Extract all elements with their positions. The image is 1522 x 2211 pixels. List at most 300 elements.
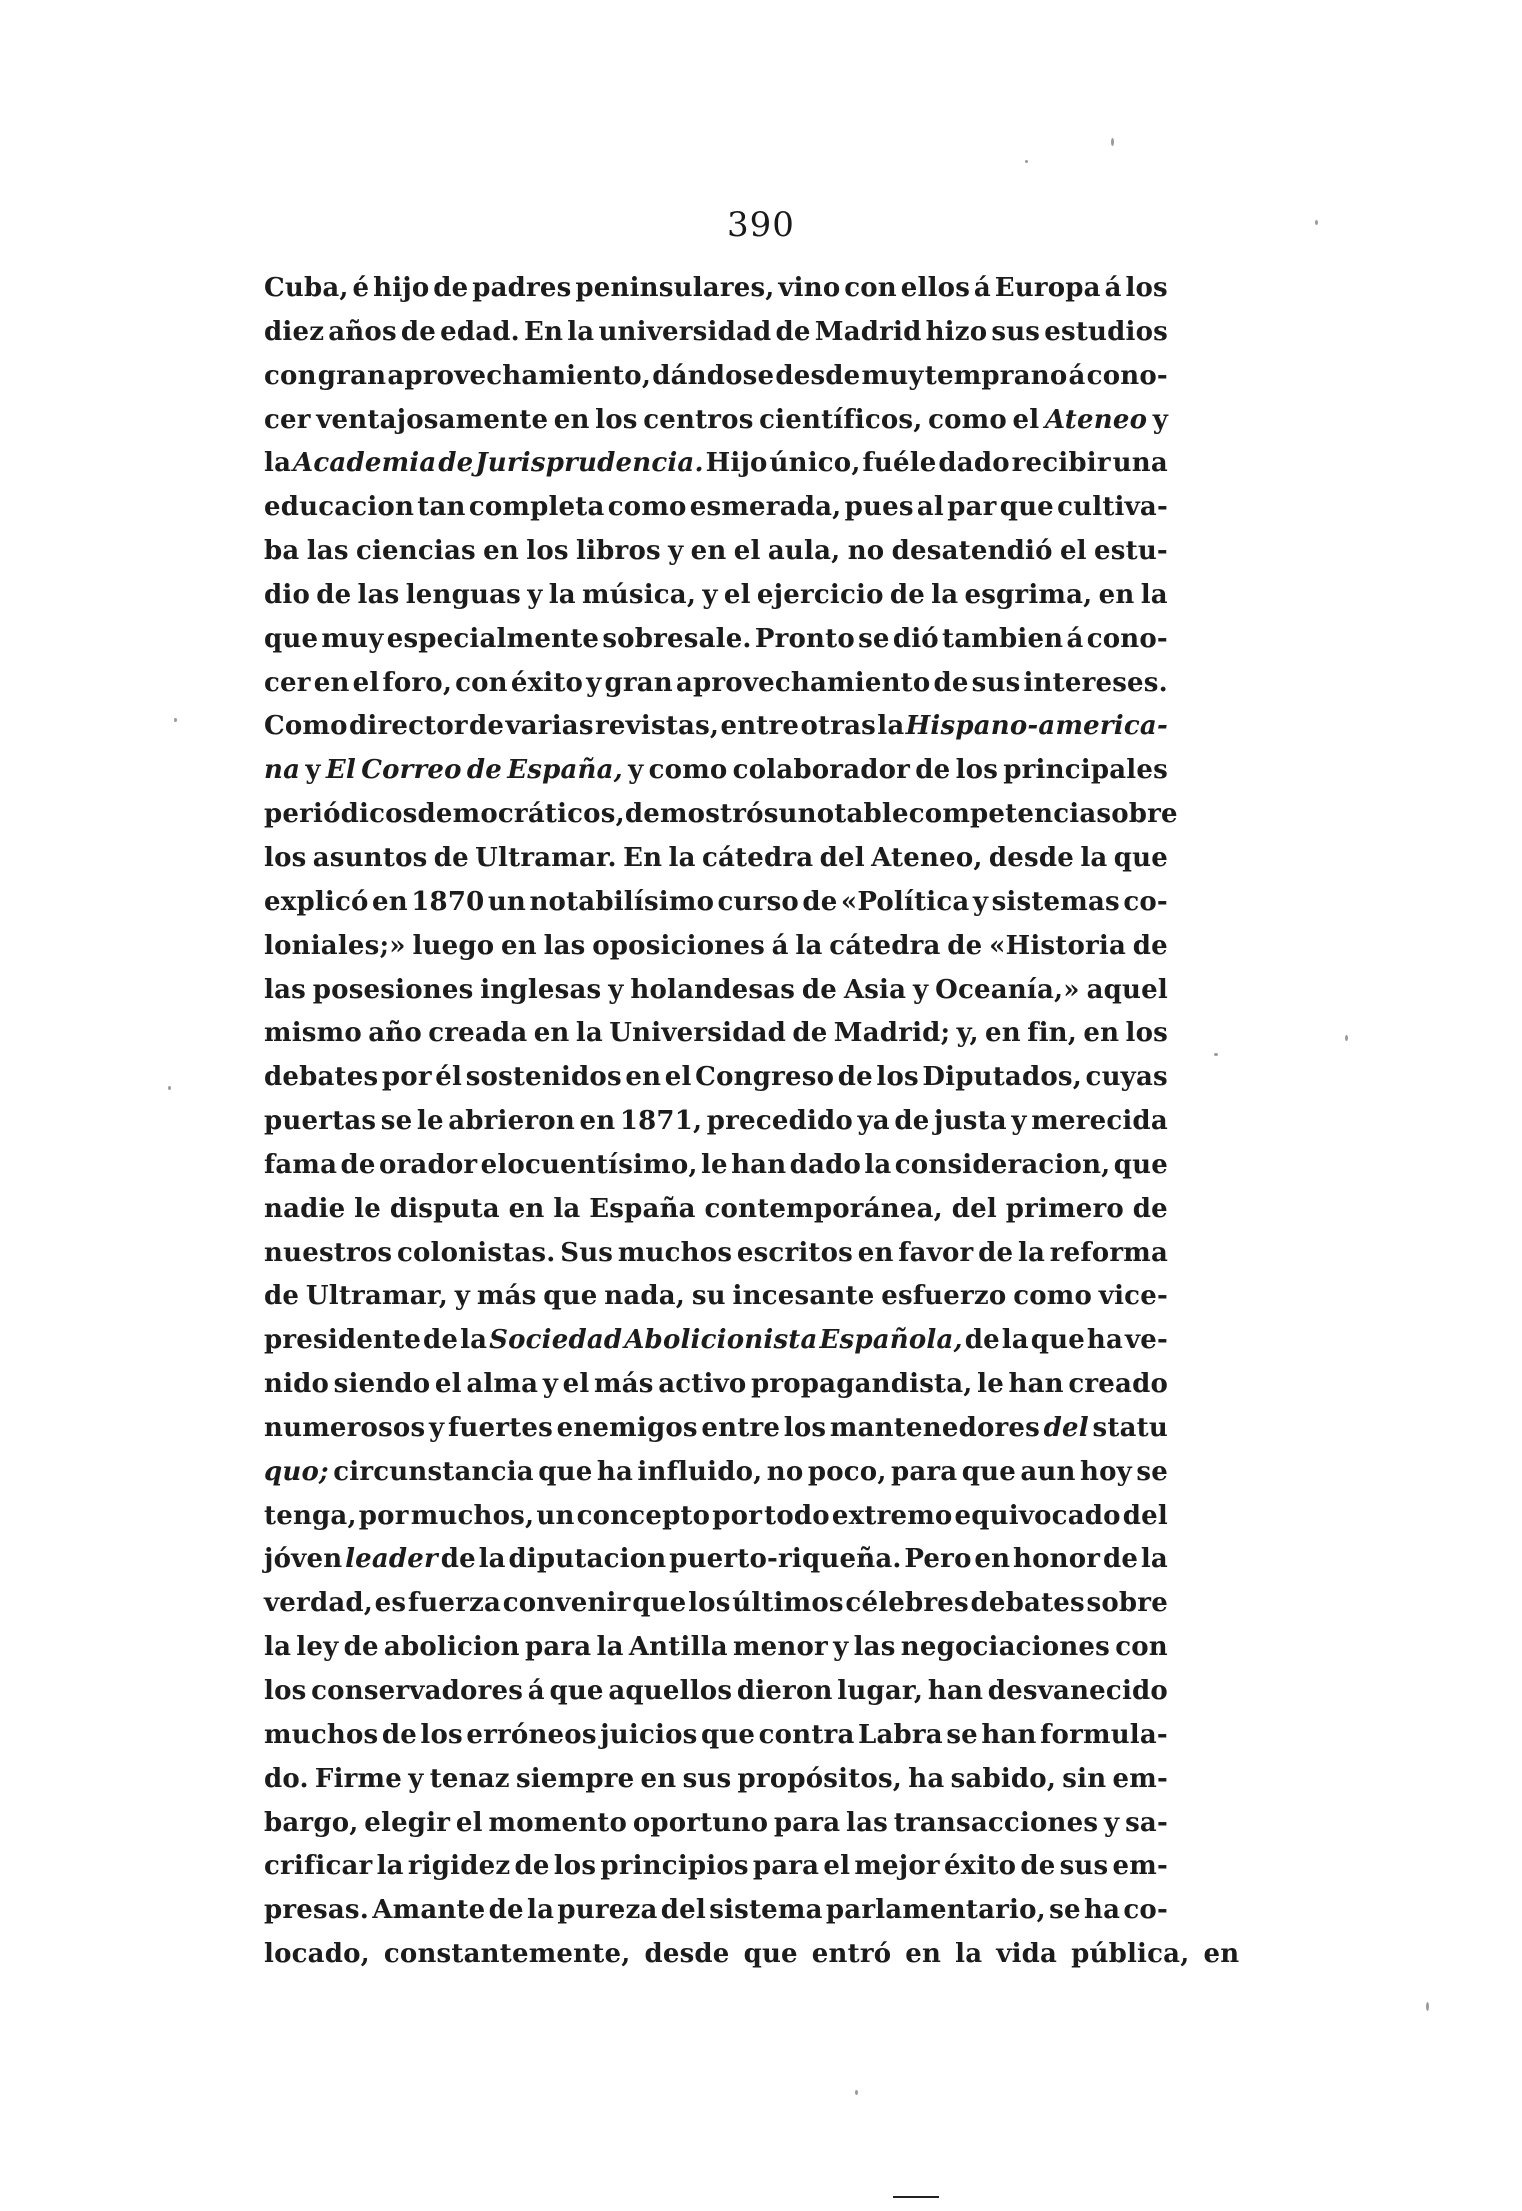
word: la: [955, 1939, 983, 1970]
text-line: [264, 1889, 1168, 1933]
word: muchos,: [410, 1500, 535, 1531]
body-text: [264, 267, 1240, 1977]
word: contemporánea,: [704, 1193, 943, 1224]
word: y: [586, 667, 602, 698]
word: los: [264, 842, 307, 873]
word: del: [819, 842, 865, 873]
word: diputacion: [508, 1544, 667, 1575]
word: á: [771, 930, 789, 961]
word: tambien: [942, 623, 1064, 654]
word: sus: [682, 1763, 732, 1794]
word: en: [1203, 1939, 1240, 1970]
word: varias: [505, 711, 594, 742]
word: aprovechamiento: [675, 667, 931, 698]
word: convenir: [502, 1588, 631, 1619]
word: que: [632, 1588, 687, 1619]
word: se: [858, 623, 890, 654]
word: de: [792, 1018, 828, 1049]
text-line: [264, 1758, 1168, 1802]
text-line: [264, 1714, 1168, 1758]
text-line: [264, 486, 1168, 530]
word: se: [1049, 1895, 1081, 1926]
word: dado: [938, 448, 1010, 479]
word: y: [429, 1412, 445, 1443]
word: puertas: [264, 1106, 377, 1137]
text-line: [264, 618, 1168, 662]
word: la: [527, 1895, 555, 1926]
word: «Política: [840, 886, 970, 917]
word: sistemas: [991, 886, 1120, 917]
word: de: [433, 273, 469, 303]
word: la: [864, 1149, 892, 1180]
word: recibir: [1011, 448, 1111, 479]
word: para: [752, 1851, 820, 1882]
word: han: [731, 1149, 787, 1180]
word: abrieron: [448, 1106, 575, 1137]
word: inglesas: [480, 974, 602, 1005]
word: en: [690, 536, 727, 567]
text-line: [264, 1275, 1168, 1319]
word: fama: [264, 1149, 338, 1180]
word: crificar: [264, 1851, 373, 1882]
word: que: [549, 1676, 604, 1706]
word: estu-: [1094, 536, 1168, 567]
word: reforma: [1049, 1237, 1168, 1268]
word: co-: [1123, 1895, 1168, 1926]
word: desde: [644, 1939, 730, 1970]
word: los: [595, 404, 638, 435]
word: como: [928, 404, 1007, 435]
word: de: [1102, 1544, 1139, 1575]
word: consideracion,: [894, 1149, 1111, 1180]
word: incesante: [732, 1281, 875, 1312]
word: su: [763, 799, 798, 830]
word: del: [951, 1193, 997, 1224]
word: la: [1080, 842, 1108, 873]
word: á: [1066, 623, 1084, 654]
word: como: [1013, 1281, 1093, 1312]
text-line: [264, 1495, 1168, 1539]
word: em-: [1112, 1763, 1168, 1794]
word: democráticos,: [417, 799, 625, 830]
word: como: [648, 755, 728, 786]
word: presidente: [264, 1325, 422, 1356]
word: es: [374, 1588, 407, 1619]
word: la: [795, 930, 823, 961]
word: En: [524, 316, 564, 347]
word: extremo: [831, 1500, 953, 1531]
word: 1871,: [619, 1106, 703, 1137]
word: circunstancia: [333, 1456, 534, 1487]
word: en: [483, 536, 520, 567]
word: para: [773, 1807, 841, 1838]
word: intereses.: [1023, 667, 1168, 698]
word: demostró: [624, 799, 764, 830]
word: la: [1140, 1544, 1168, 1575]
word: colonistas.: [396, 1237, 556, 1268]
word: entró: [811, 1939, 892, 1970]
text-line: [264, 574, 1168, 618]
word: Abolicionista: [624, 1325, 818, 1356]
word: creada: [428, 1018, 528, 1049]
word: precedido: [706, 1106, 853, 1137]
word: mismo: [264, 1018, 362, 1049]
text-line: [264, 267, 1168, 311]
scan-speck: [168, 1086, 171, 1090]
word: por: [381, 1062, 432, 1093]
word: España,: [507, 755, 623, 786]
word: para: [890, 1456, 958, 1487]
word: le: [700, 1149, 728, 1180]
word: científicos,: [759, 404, 923, 435]
page-number: 390: [727, 205, 795, 245]
word: fuertes: [447, 1412, 553, 1443]
word: sus: [971, 667, 1021, 698]
text-line: [264, 969, 1168, 1013]
word: en: [579, 1106, 616, 1137]
word: é: [352, 273, 370, 303]
word: en: [501, 930, 537, 961]
word: merecida: [1031, 1106, 1168, 1137]
word: le: [354, 1193, 381, 1224]
word: los: [1125, 273, 1168, 303]
word: concepto: [576, 1500, 711, 1531]
text-line: [264, 1582, 1168, 1626]
word: la: [548, 579, 576, 610]
word: favor: [898, 1237, 974, 1268]
word: sus: [991, 316, 1041, 347]
word: de: [1132, 930, 1168, 961]
word: explicó: [264, 886, 369, 917]
word: aquel: [1086, 974, 1168, 1005]
word: las: [264, 974, 306, 1005]
word: y: [628, 755, 644, 786]
word: los: [1125, 1018, 1168, 1049]
word: para: [524, 1632, 592, 1663]
word: á: [1104, 273, 1122, 303]
word: Ateneo: [1044, 404, 1148, 435]
word: de: [915, 755, 951, 786]
word: siempre: [515, 1763, 635, 1794]
word: que: [743, 1939, 798, 1970]
word: en: [857, 1237, 894, 1268]
text-line: [264, 1319, 1168, 1363]
word: menor: [732, 1632, 828, 1663]
word: oposiciones: [592, 930, 765, 961]
word: esgrima,: [964, 579, 1093, 610]
word: Como: [264, 711, 348, 742]
word: de: [947, 930, 983, 961]
word: su: [691, 1281, 726, 1312]
word: fuéle: [862, 448, 937, 479]
word: la: [1001, 1325, 1029, 1356]
word: los: [420, 1719, 463, 1750]
word: loniales;»: [264, 930, 406, 961]
word: que: [961, 1456, 1016, 1487]
word: dio: [264, 579, 310, 610]
word: mantenedores: [829, 1412, 1040, 1443]
word: no: [847, 536, 885, 567]
word: tenaz: [429, 1763, 510, 1794]
word: sobre: [1096, 799, 1178, 830]
word: año: [368, 1018, 422, 1049]
word: en: [533, 1018, 570, 1049]
word: al: [916, 492, 944, 523]
word: la: [668, 842, 696, 873]
word: dió: [892, 623, 939, 654]
word: y,: [956, 1018, 979, 1049]
word: gran: [317, 360, 387, 391]
word: En: [623, 842, 663, 873]
word: entre: [701, 1412, 781, 1443]
word: cono-: [1086, 360, 1168, 391]
word: dado: [789, 1149, 862, 1180]
word: dándose: [652, 360, 775, 391]
word: escritos: [736, 1237, 854, 1268]
word: negociaciones: [900, 1632, 1111, 1663]
word: de: [801, 974, 838, 1005]
word: tenga,: [264, 1500, 357, 1531]
word: Española,: [819, 1325, 963, 1356]
text-line: [264, 793, 1178, 837]
scan-speck: [1111, 138, 1114, 146]
word: ciencias: [355, 536, 476, 567]
word: de: [964, 1325, 1000, 1356]
word: Ultramar,: [305, 1281, 449, 1312]
word: sostenidos: [465, 1062, 622, 1093]
word: del: [1043, 1412, 1089, 1443]
text-line: [264, 355, 1168, 399]
word: jóven: [264, 1544, 343, 1575]
word: peninsulares,: [575, 273, 775, 303]
word: mejor: [854, 1851, 940, 1882]
word: ha: [1086, 1325, 1124, 1356]
word: y: [1152, 404, 1168, 435]
word: puerto-riqueña.: [669, 1544, 902, 1575]
word: el: [664, 1062, 692, 1093]
word: de: [837, 1062, 873, 1093]
word: la: [553, 1193, 581, 1224]
text-line: [264, 1451, 1168, 1495]
word: de: [1132, 1193, 1168, 1224]
word: de: [316, 579, 352, 610]
word: completa: [468, 492, 605, 523]
scan-speck: [1025, 160, 1028, 163]
word: los: [955, 755, 999, 786]
word: como: [607, 492, 687, 523]
word: las: [853, 1632, 896, 1663]
word: gran: [604, 667, 673, 698]
word: y: [702, 579, 718, 610]
word: orador: [378, 1149, 478, 1180]
word: estudios: [1044, 316, 1168, 347]
word: juicios: [600, 1719, 698, 1750]
word: influido,: [637, 1456, 763, 1487]
text-line: [264, 1626, 1168, 1670]
word: cono-: [1086, 623, 1168, 654]
word: Labra: [857, 1719, 943, 1750]
text-line: [264, 925, 1168, 969]
word: aula,: [767, 536, 841, 567]
word: la: [478, 1544, 506, 1575]
word: contra: [758, 1719, 855, 1750]
word: lugar,: [837, 1676, 924, 1706]
word: en: [625, 1062, 662, 1093]
word: universidad: [598, 316, 772, 347]
word: Academia: [293, 448, 437, 479]
word: aquellos: [608, 1676, 733, 1706]
word: de: [933, 667, 969, 698]
word: de: [894, 1106, 930, 1137]
word: posesiones: [312, 974, 474, 1005]
word: primero: [1005, 1193, 1124, 1224]
word: que: [700, 1719, 756, 1750]
word: entre: [720, 711, 800, 742]
word: creado: [1068, 1369, 1168, 1400]
word: único,: [769, 448, 861, 479]
word: las: [306, 536, 349, 567]
word: leader: [345, 1544, 438, 1575]
word: con: [1115, 1632, 1168, 1663]
word: la: [567, 316, 595, 347]
word: vice-: [1098, 1281, 1168, 1312]
word: conservadores: [311, 1676, 524, 1706]
word: enemigos: [556, 1412, 698, 1443]
word: han: [981, 1719, 1037, 1750]
word: las: [846, 1807, 888, 1838]
word: erróneos: [466, 1719, 597, 1750]
word: Sus: [560, 1237, 614, 1268]
word: verdad,: [264, 1588, 374, 1619]
word: vino: [778, 273, 841, 303]
word: todo: [764, 1500, 830, 1531]
word: sin: [1062, 1763, 1107, 1794]
word: últimos: [732, 1588, 844, 1619]
word: activo: [658, 1369, 747, 1400]
word: colaborador: [732, 755, 911, 786]
word: en: [640, 1763, 677, 1794]
word: el: [434, 1369, 462, 1400]
word: sus: [1059, 1851, 1109, 1882]
word: cátedra: [829, 930, 941, 961]
word: por: [358, 1500, 409, 1531]
word: se: [1136, 1456, 1168, 1487]
word: fin,: [1027, 1018, 1078, 1049]
word: los: [553, 1851, 597, 1882]
word: sa-: [1125, 1807, 1168, 1838]
word: y: [305, 755, 321, 786]
word: temprano: [924, 360, 1068, 391]
word: éxito: [943, 1851, 1017, 1882]
word: de: [433, 842, 469, 873]
text-line: [264, 881, 1168, 925]
word: una: [1112, 448, 1168, 479]
word: cultiva-: [1057, 492, 1168, 523]
word: Jurisprudencia.: [475, 448, 704, 479]
word: locado,: [264, 1939, 370, 1970]
word: las: [357, 579, 400, 610]
word: El: [325, 755, 356, 786]
word: en: [974, 1544, 1011, 1575]
word: éxito: [510, 667, 584, 698]
word: los: [526, 536, 569, 567]
word: la: [376, 1851, 404, 1882]
word: elegir: [364, 1807, 451, 1838]
word: y: [527, 579, 543, 610]
word: em-: [1112, 1851, 1168, 1882]
word: y: [913, 974, 929, 1005]
word: statu: [1092, 1412, 1168, 1443]
word: par: [947, 492, 997, 523]
word: el: [1012, 404, 1040, 435]
word: de: [343, 1632, 379, 1663]
footer-rule: [893, 2196, 939, 2198]
word: sabido,: [950, 1763, 1057, 1794]
word: más: [594, 1369, 654, 1400]
word: equivocado: [954, 1500, 1121, 1531]
word: por: [712, 1500, 763, 1531]
word: Congreso: [695, 1062, 835, 1093]
word: en: [985, 1018, 1021, 1049]
word: Cuba,: [264, 273, 349, 303]
text-line: [264, 1012, 1168, 1056]
word: rigidez: [407, 1851, 511, 1882]
word: música,: [582, 579, 697, 610]
word: en: [553, 404, 590, 435]
word: muchos: [264, 1719, 379, 1750]
word: cuyas: [1085, 1062, 1168, 1093]
word: Sociedad: [489, 1325, 623, 1356]
word: Antilla: [628, 1632, 728, 1663]
text-line: [264, 1845, 1168, 1889]
word: de: [340, 1149, 376, 1180]
word: muy: [861, 360, 924, 391]
word: y: [1104, 1807, 1120, 1838]
word: á: [527, 1676, 545, 1706]
word: y: [608, 974, 624, 1005]
word: han: [1008, 1369, 1064, 1400]
word: un: [536, 1500, 575, 1531]
word: quo;: [264, 1456, 329, 1487]
word: los: [688, 1588, 731, 1619]
word: le: [977, 1369, 1004, 1400]
word: abolicion: [383, 1632, 520, 1663]
word: esfuerzo: [881, 1281, 1007, 1312]
word: el: [723, 579, 751, 610]
word: esmerada,: [689, 492, 842, 523]
word: na: [264, 755, 301, 786]
word: Oceanía,»: [935, 974, 1080, 1005]
word: nada,: [604, 1281, 686, 1312]
word: asuntos: [312, 842, 428, 873]
word: de: [1020, 1851, 1056, 1882]
word: Madrid;: [833, 1018, 951, 1049]
word: edad.: [440, 316, 520, 347]
word: del: [1122, 1500, 1168, 1531]
word: á: [973, 273, 991, 303]
word: pues: [844, 492, 914, 523]
word: libros: [576, 536, 661, 567]
word: Asia: [843, 974, 907, 1005]
word: que: [538, 1456, 593, 1487]
word: numerosos: [264, 1412, 426, 1443]
word: la: [575, 1018, 603, 1049]
word: el: [1059, 536, 1087, 567]
text-line: [264, 1100, 1168, 1144]
text-line: [264, 837, 1168, 881]
word: Hispano-america-: [905, 711, 1168, 742]
word: ventajosamente: [316, 404, 549, 435]
